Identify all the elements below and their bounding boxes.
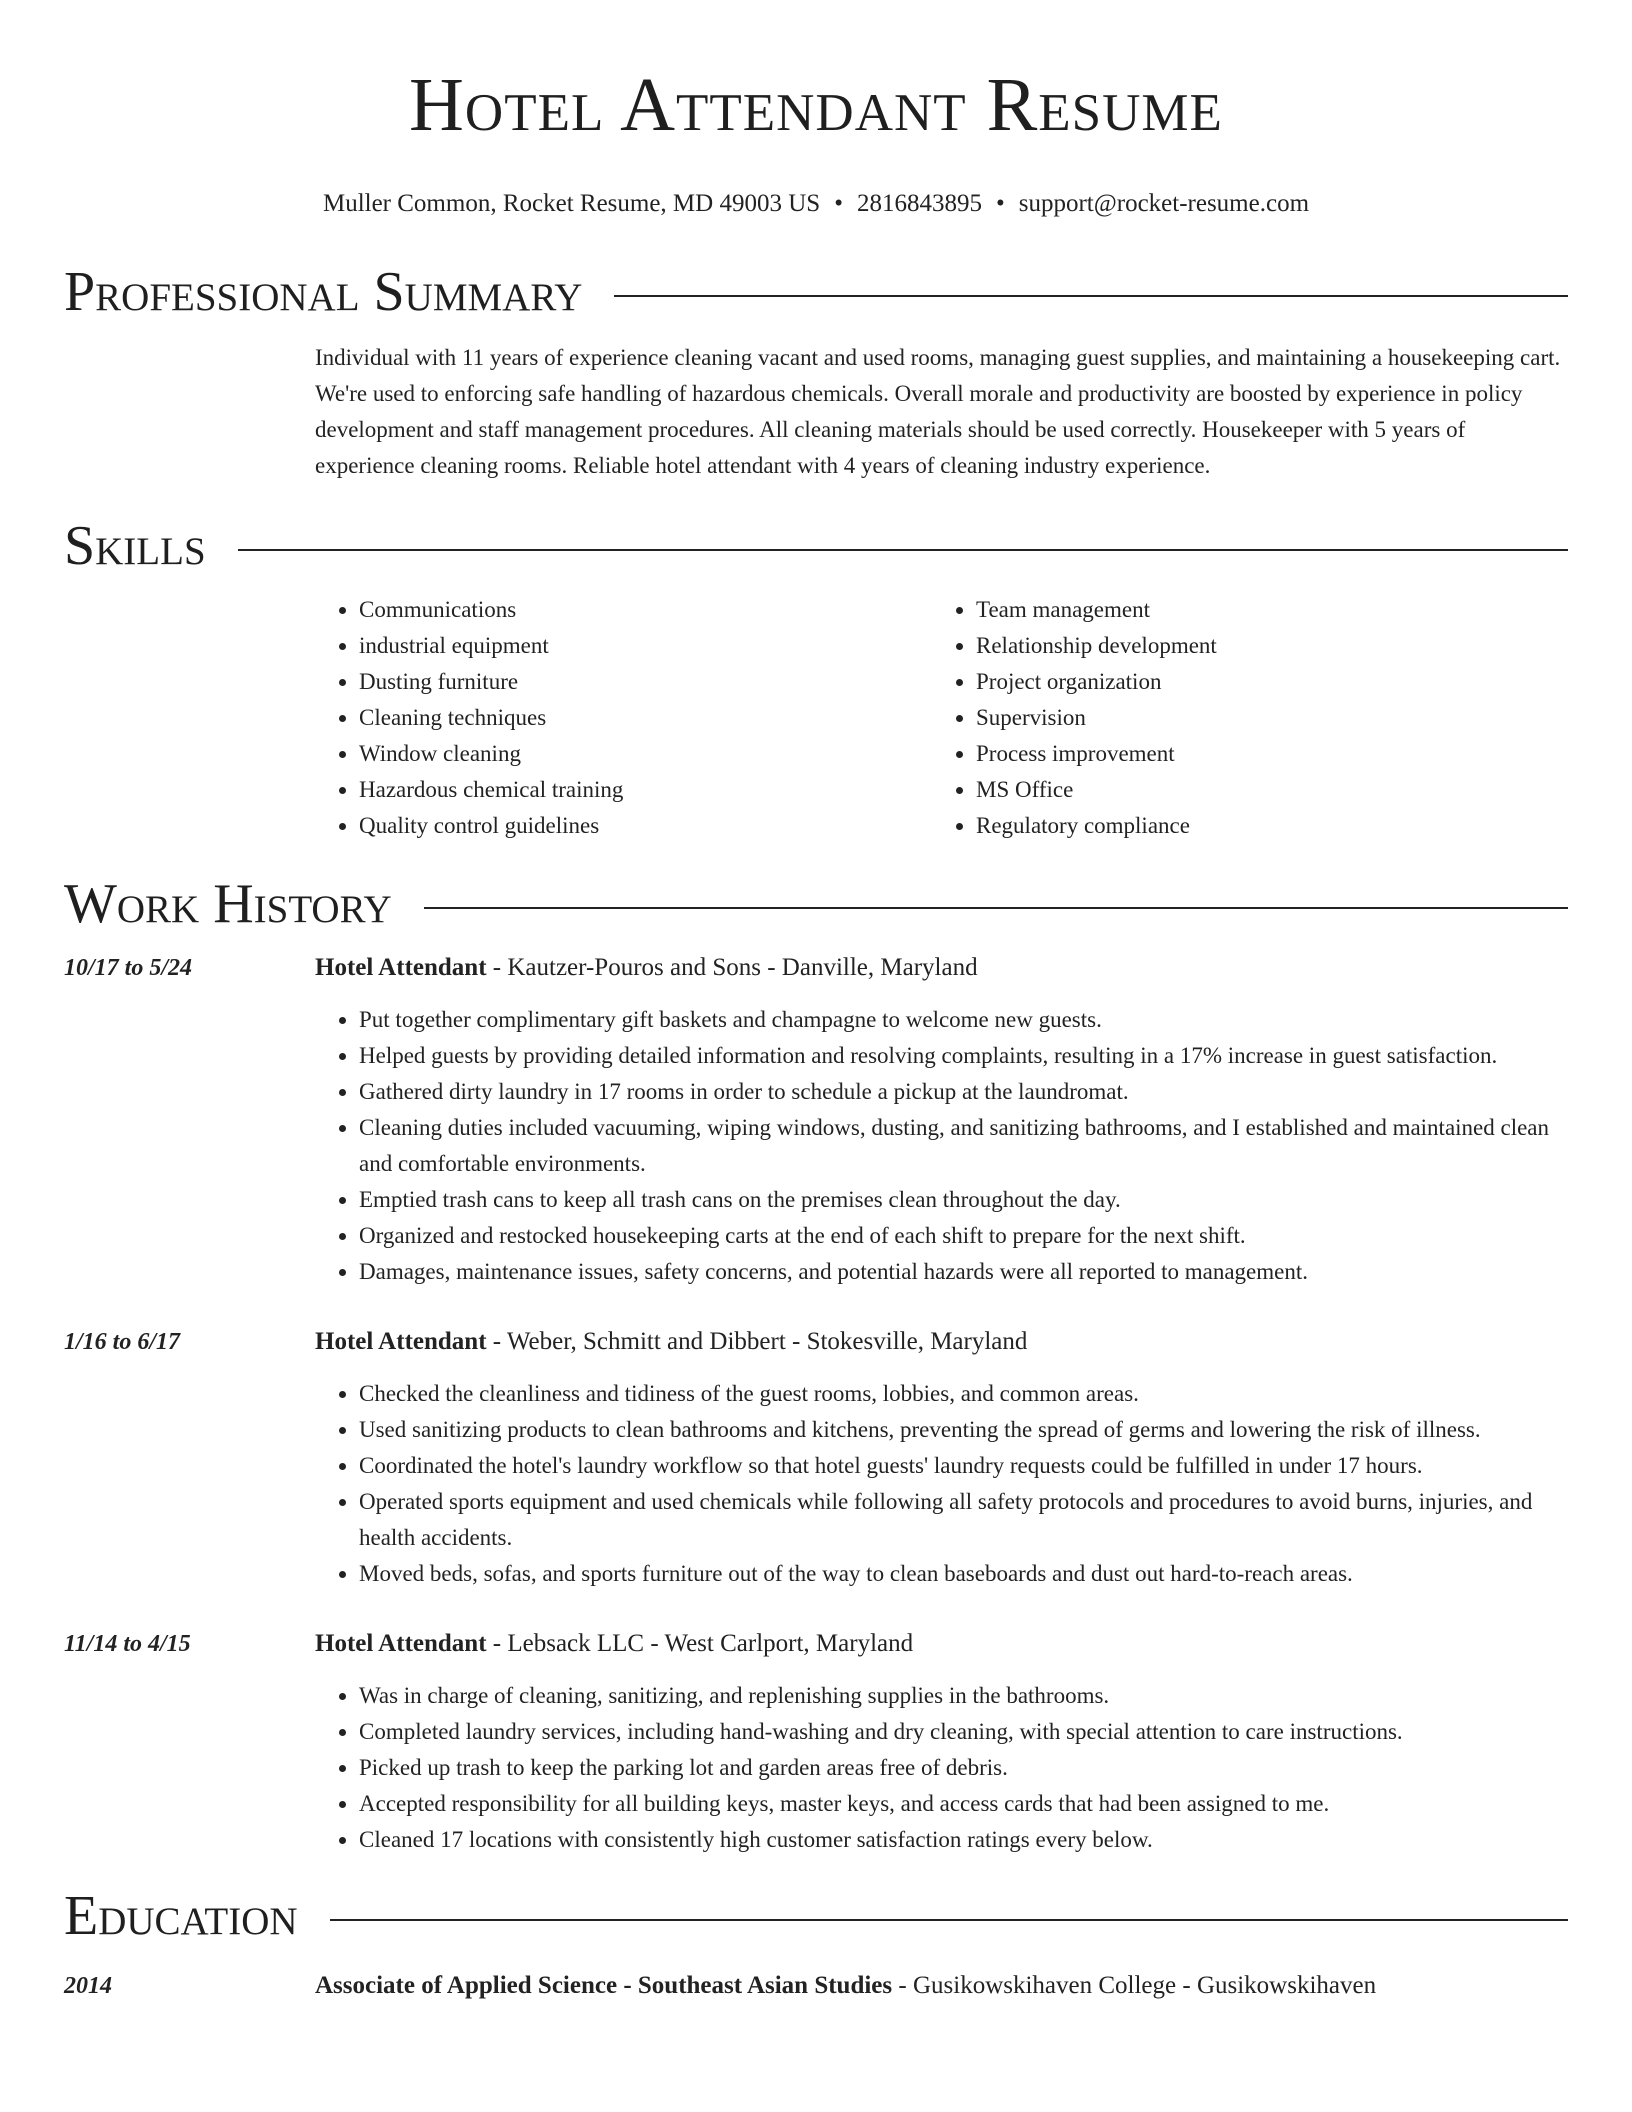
skills-heading: Skills <box>64 515 206 577</box>
job-bullet: • Coordinated the hotel's laundry workflow so that hotel guests' laundry requests could be fulfilled in under 17 hours. <box>359 1448 1568 1484</box>
job-bullet: • Operated sports equipment and used chemicals while following all safety protocols and procedures to avoid burns, injuries, and health accidents. <box>359 1484 1568 1556</box>
skills-list <box>315 592 1568 844</box>
job-title: Hotel Attendant <box>315 1630 487 1657</box>
job-company: - Kautzer-Pouros and Sons - Danville, Maryland <box>486 954 978 981</box>
skill-item: • Process improvement <box>976 736 1549 772</box>
education-heading: Education <box>64 1885 298 1947</box>
job-bullet: • Checked the cleanliness and tidiness of the guest rooms, lobbies, and common areas. <box>359 1376 1568 1412</box>
job-heading <box>315 1626 1568 1662</box>
skill-item: • Cleaning techniques <box>359 700 932 736</box>
job-company: - Lebsack LLC - West Carlport, Maryland <box>486 1630 914 1657</box>
contact-email: support@rocket-resume.com <box>1018 190 1310 217</box>
education-school: - Gusikowskihaven College - Gusikowskihaven <box>892 1972 1377 1999</box>
job-bullet: • Was in charge of cleaning, sanitizing, and replenishing supplies in the bathrooms. <box>359 1678 1568 1714</box>
skill-item: • Quality control guidelines <box>359 808 932 844</box>
skill-item: • Dusting furniture <box>359 664 932 700</box>
summary-text: Individual with 11 years of experience cleaning vacant and used rooms, managing guest supplies, and maintaining a housekeeping cart. We're used to enforcing safe handling of hazardous chemicals. Overall morale and productivity are boosted by experience in policy development and staff management procedures. All cleaning materials should be used correctly. Housekeeper with 5 years of experience cleaning rooms. Reliable hotel attendant with 4 years of cleaning industry experience. <box>315 345 1561 478</box>
job-heading <box>315 1324 1568 1360</box>
job-content <box>315 950 1568 1290</box>
job-bullet: • Completed laundry services, including hand-washing and dry cleaning, with special attention to care instructions. <box>359 1714 1568 1750</box>
work-heading: Work History <box>64 873 392 935</box>
job-bullet: • Cleaning duties included vacuuming, wiping windows, dusting, and sanitizing bathrooms, and I established and maintained clean and comfortable environments. <box>359 1110 1568 1182</box>
skill-item: • Project organization <box>976 664 1549 700</box>
contact-line <box>0 188 1632 220</box>
education-entry <box>0 1968 1632 2004</box>
skill-item: • Window cleaning <box>359 736 932 772</box>
skill-item: • industrial equipment <box>359 628 932 664</box>
education-content <box>315 1968 1568 2004</box>
skill-item: • Team management <box>976 592 1549 628</box>
job-title: Hotel Attendant <box>315 954 487 981</box>
job-title: Hotel Attendant <box>315 1328 487 1355</box>
work-section-heading <box>0 872 1632 936</box>
job-content <box>315 1324 1568 1592</box>
skill-item: • Relationship development <box>976 628 1549 664</box>
skill-item: • Communications <box>359 592 932 628</box>
skills-section-heading <box>0 514 1632 578</box>
education-section-heading <box>0 1884 1632 1948</box>
job-bullet: • Put together complimentary gift baskets and champagne to welcome new guests. <box>359 1002 1568 1038</box>
skill-item: • Supervision <box>976 700 1549 736</box>
section-divider <box>330 1919 1568 1921</box>
job-bullets <box>315 1002 1568 1290</box>
job-bullet: • Used sanitizing products to clean bathrooms and kitchens, preventing the spread of germs and lowering the risk of illness. <box>359 1412 1568 1448</box>
job-heading <box>315 950 1568 986</box>
job-entry <box>0 1324 1632 1592</box>
job-bullet: • Damages, maintenance issues, safety concerns, and potential hazards were all reported to management. <box>359 1254 1568 1290</box>
job-bullet: • Moved beds, sofas, and sports furniture out of the way to clean baseboards and dust out hard-to-reach areas. <box>359 1556 1568 1592</box>
job-bullet: • Picked up trash to keep the parking lot and garden areas free of debris. <box>359 1750 1568 1786</box>
skill-item: • Hazardous chemical training <box>359 772 932 808</box>
education-date: 2014 <box>64 1973 112 1999</box>
job-bullet: • Helped guests by providing detailed information and resolving complaints, resulting in a 17% increase in guest satisfaction. <box>359 1038 1568 1074</box>
contact-separator: • <box>995 190 1005 217</box>
contact-address: Muller Common, Rocket Resume, MD 49003 US <box>322 190 821 217</box>
job-bullets <box>315 1678 1568 1858</box>
section-divider <box>614 295 1568 297</box>
job-bullets <box>315 1376 1568 1592</box>
summary-section-heading <box>0 260 1632 324</box>
job-bullet: • Organized and restocked housekeeping carts at the end of each shift to prepare for the next shift. <box>359 1218 1568 1254</box>
job-bullet: • Cleaned 17 locations with consistently high customer satisfaction ratings every below. <box>359 1822 1568 1858</box>
job-bullet: • Emptied trash cans to keep all trash cans on the premises clean throughout the day. <box>359 1182 1568 1218</box>
job-entry <box>0 1626 1632 1858</box>
job-content <box>315 1626 1568 1858</box>
skills-right-column <box>932 592 1549 844</box>
education-degree: Associate of Applied Science - Southeast Asian Studies <box>315 1972 893 1999</box>
job-entry <box>0 950 1632 1290</box>
skill-item: • Regulatory compliance <box>976 808 1549 844</box>
section-divider <box>238 549 1568 551</box>
contact-phone: 2816843895 <box>856 190 982 217</box>
section-divider <box>424 907 1568 909</box>
job-company: - Weber, Schmitt and Dibbert - Stokesville, Maryland <box>486 1328 1028 1355</box>
job-dates: 1/16 to 6/17 <box>64 1329 181 1355</box>
job-bullet: • Gathered dirty laundry in 17 rooms in order to schedule a pickup at the laundromat. <box>359 1074 1568 1110</box>
summary-heading: Professional Summary <box>64 261 583 323</box>
skills-left-column <box>315 592 932 844</box>
contact-separator: • <box>834 190 843 217</box>
resume-title: Hotel Attendant Resume <box>409 63 1223 147</box>
job-dates: 11/14 to 4/15 <box>64 1631 191 1657</box>
skill-item: • MS Office <box>976 772 1549 808</box>
job-bullet: • Accepted responsibility for all building keys, master keys, and access cards that had been assigned to me. <box>359 1786 1568 1822</box>
job-dates: 10/17 to 5/24 <box>64 955 193 981</box>
